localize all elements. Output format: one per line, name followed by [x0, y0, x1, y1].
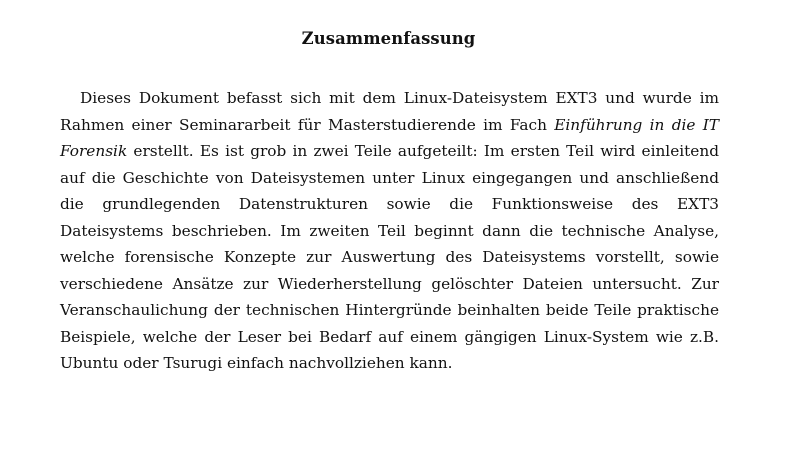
abstract-paragraph — [60, 85, 719, 377]
abstract-text-start: Dieses Dokument befasst sich mit dem Linux-Dateisystem EXT3 und wurde im Rahmen einer Seminararbeit für Masterstudierende im Fach — [60, 89, 719, 134]
course-title-emphasis: Einführung in die IT Forensik — [60, 115, 719, 160]
abstract-heading: Zusammenfassung — [301, 29, 476, 48]
abstract-text-end: erstellt. Es ist grob in zwei Teile aufgeteilt: Im ersten Teil wird einleitend auf die Geschichte von Dateisystemen unter Linux eingegangen und anschließend die grundlegenden Datenstrukturen sowie die Funktionsweise des EXT3 Dateisystems beschrieben. Im zweiten Teil beginnt dann die technische Analyse, welche forensische Konzepte zur Auswertung des Dateisystems vorstellt, sowie verschiedene Ansätze zur Wiederherstellung gelöschter Dateien untersucht. Zur Veranschaulichung der technischen Hintergründe beinhalten beide Teile praktische Beispiele, welche der Leser bei Bedarf auf einem gängigen Linux-System wie z.B. Ubuntu oder Tsurugi einfach nachvollziehen kann. — [60, 142, 719, 372]
